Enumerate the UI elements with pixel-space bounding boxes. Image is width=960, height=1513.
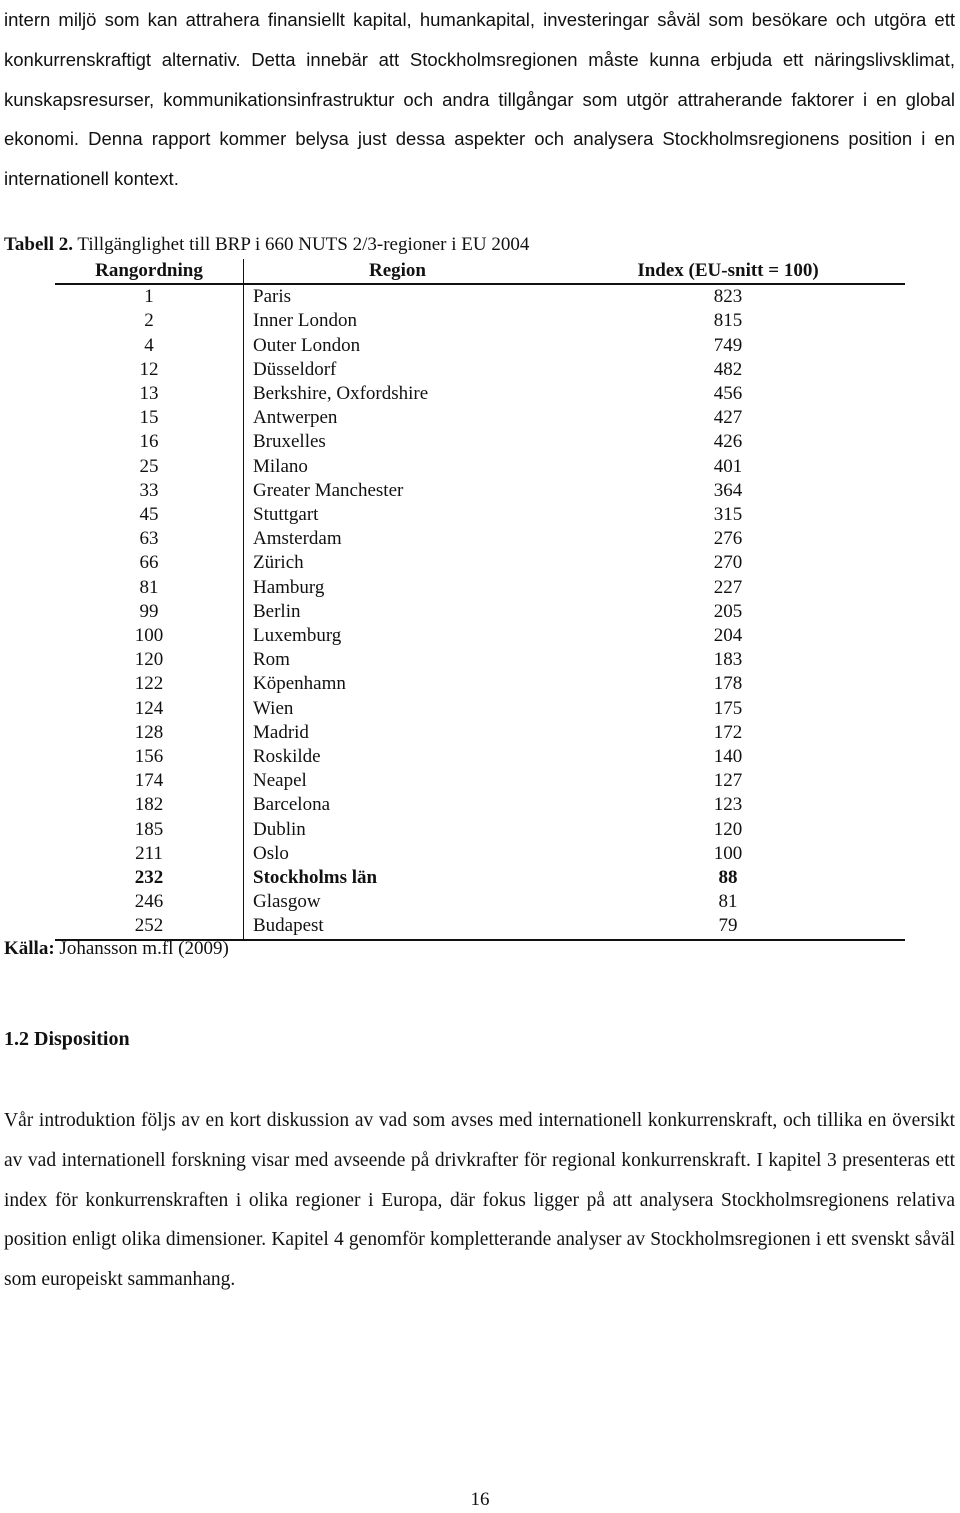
table-row	[55, 358, 905, 382]
rank-cell: 124	[55, 697, 244, 721]
table-row	[55, 624, 905, 648]
table-row	[55, 697, 905, 721]
rank-cell: 4	[55, 334, 244, 358]
rank-cell: 63	[55, 527, 244, 551]
table-row	[55, 745, 905, 769]
table-source	[4, 938, 229, 960]
rank-cell: 246	[55, 890, 244, 914]
index-cell: 482	[713, 358, 743, 380]
header-region: Region	[244, 259, 552, 284]
table-header-row	[55, 259, 905, 284]
table-row	[55, 551, 905, 575]
data-table	[55, 259, 905, 941]
table-row	[55, 309, 905, 333]
region-cell: Zürich	[253, 552, 304, 574]
rank-cell: 15	[55, 406, 244, 430]
region-cell: Budapest	[253, 915, 324, 937]
region-cell: Köpenhamn	[253, 673, 346, 695]
rank-cell: 232	[55, 866, 244, 890]
index-cell: 81	[718, 891, 738, 913]
index-cell: 205	[713, 600, 743, 622]
rank-cell: 185	[55, 818, 244, 842]
index-cell: 172	[713, 721, 743, 743]
rank-cell: 45	[55, 503, 244, 527]
index-cell: 183	[713, 649, 743, 671]
region-cell: Paris	[253, 286, 291, 308]
region-cell: Dublin	[253, 818, 306, 840]
table-row	[55, 721, 905, 745]
index-cell: 127	[713, 770, 743, 792]
index-cell: 364	[713, 479, 743, 501]
rank-cell: 128	[55, 721, 244, 745]
rank-cell: 99	[55, 600, 244, 624]
region-cell: Inner London	[253, 310, 357, 332]
rank-cell: 1	[55, 284, 244, 309]
index-cell: 227	[713, 576, 743, 598]
index-cell: 79	[718, 915, 738, 937]
table-row	[55, 672, 905, 696]
index-cell: 815	[713, 310, 743, 332]
region-cell: Roskilde	[253, 746, 321, 768]
region-cell: Barcelona	[253, 794, 331, 816]
intro-paragraph: intern miljö som kan attrahera finansiellt kapital, humankapital, investeringar såväl som besökare och utgöra ett konkurrenskraftigt alternativ. Detta innebär att Stockholmsregionen måste kunna erbjuda ett näringslivsklimat, kunskapsresurser, kommunikationsinfrastruktur och andra tillgångar som utgör attraherande faktorer i en global ekonomi. Denna rapport kommer belysa just dessa aspekter och analysera Stockholmsregionens position i en internationell kontext.	[4, 9, 955, 190]
index-cell: 276	[713, 528, 743, 550]
index-cell: 140	[713, 746, 743, 768]
region-cell: Antwerpen	[253, 407, 338, 429]
table-row	[55, 527, 905, 551]
region-cell: Bruxelles	[253, 431, 326, 453]
region-cell: Hamburg	[253, 576, 325, 598]
region-cell: Stuttgart	[253, 504, 319, 526]
region-cell: Neapel	[253, 770, 307, 792]
index-cell: 178	[713, 673, 743, 695]
rank-cell: 81	[55, 576, 244, 600]
rank-cell: 120	[55, 648, 244, 672]
rank-cell: 2	[55, 309, 244, 333]
page-number: 16	[470, 1489, 490, 1510]
rank-cell: 156	[55, 745, 244, 769]
table-row	[55, 818, 905, 842]
rank-cell: 16	[55, 430, 244, 454]
rank-cell: 182	[55, 793, 244, 817]
region-cell: Stockholms län	[253, 867, 378, 889]
table-row	[55, 890, 905, 914]
region-cell: Düsseldorf	[253, 358, 337, 380]
rank-cell: 211	[55, 842, 244, 866]
index-cell: 315	[713, 504, 743, 526]
table-row	[55, 382, 905, 406]
table-caption	[4, 234, 529, 256]
region-cell: Glasgow	[253, 891, 321, 913]
rank-cell: 100	[55, 624, 244, 648]
table-row	[55, 793, 905, 817]
table-row	[55, 503, 905, 527]
index-cell: 427	[713, 407, 743, 429]
source-label: Källa:	[4, 938, 55, 959]
index-cell: 175	[713, 697, 743, 719]
index-cell: 123	[713, 794, 743, 816]
table-row	[55, 406, 905, 430]
table-row	[55, 334, 905, 358]
rank-cell: 12	[55, 358, 244, 382]
region-cell: Berkshire, Oxfordshire	[253, 383, 429, 405]
index-cell: 100	[713, 842, 743, 864]
table-caption-label: Tabell 2.	[4, 234, 73, 255]
table-row	[55, 842, 905, 866]
table-row	[55, 866, 905, 890]
region-cell: Luxemburg	[253, 625, 342, 647]
index-cell: 823	[713, 286, 743, 308]
region-cell: Madrid	[253, 721, 309, 743]
table-row	[55, 914, 905, 939]
source-text: Johansson m.fl (2009)	[54, 938, 229, 959]
table-body	[55, 284, 905, 939]
index-cell: 456	[713, 383, 743, 405]
region-cell: Outer London	[253, 334, 361, 356]
disposition-paragraph: Vår introduktion följs av en kort diskussion av vad som avses med internationell konkurrenskraft, och tillika en översikt av vad internationell forskning visar med avseende på drivkrafter för regional konkurrenskraft. I kapitel 3 presenteras ett index för konkurrenskraften i olika regioner i Europa, där fokus ligger på att analysera Stockholmsregionens relativa position enligt olika dimensioner. Kapitel 4 genomför kompletterande analyser av Stockholmsregionen i ett svenskt såväl som europeiskt sammanhang.	[4, 1110, 955, 1291]
header-rank: Rangordning	[55, 259, 244, 284]
index-cell: 426	[713, 431, 743, 453]
index-cell: 204	[713, 625, 743, 647]
rank-cell: 25	[55, 455, 244, 479]
table-row	[55, 600, 905, 624]
region-cell: Amsterdam	[253, 528, 342, 550]
index-cell: 88	[718, 867, 738, 889]
index-cell: 401	[713, 455, 743, 477]
table-row	[55, 648, 905, 672]
region-cell: Wien	[253, 697, 294, 719]
table-row	[55, 479, 905, 503]
section-heading: 1.2 Disposition	[4, 1028, 130, 1050]
table-row	[55, 430, 905, 454]
accessibility-table	[55, 259, 905, 941]
region-cell: Berlin	[253, 600, 301, 622]
rank-cell: 252	[55, 914, 244, 939]
region-cell: Oslo	[253, 842, 289, 864]
rank-cell: 33	[55, 479, 244, 503]
header-index: Index (EU-snitt = 100)	[551, 259, 905, 284]
region-cell: Milano	[253, 455, 308, 477]
index-cell: 270	[713, 552, 743, 574]
index-cell: 749	[713, 334, 743, 356]
table-row	[55, 769, 905, 793]
table-row	[55, 284, 905, 309]
table-row	[55, 455, 905, 479]
rank-cell: 66	[55, 551, 244, 575]
rank-cell: 174	[55, 769, 244, 793]
rank-cell: 122	[55, 672, 244, 696]
table-caption-text: Tillgänglighet till BRP i 660 NUTS 2/3-regioner i EU 2004	[73, 234, 530, 255]
region-cell: Rom	[253, 649, 290, 671]
table-row	[55, 576, 905, 600]
region-cell: Greater Manchester	[253, 479, 404, 501]
index-cell: 120	[713, 818, 743, 840]
rank-cell: 13	[55, 382, 244, 406]
